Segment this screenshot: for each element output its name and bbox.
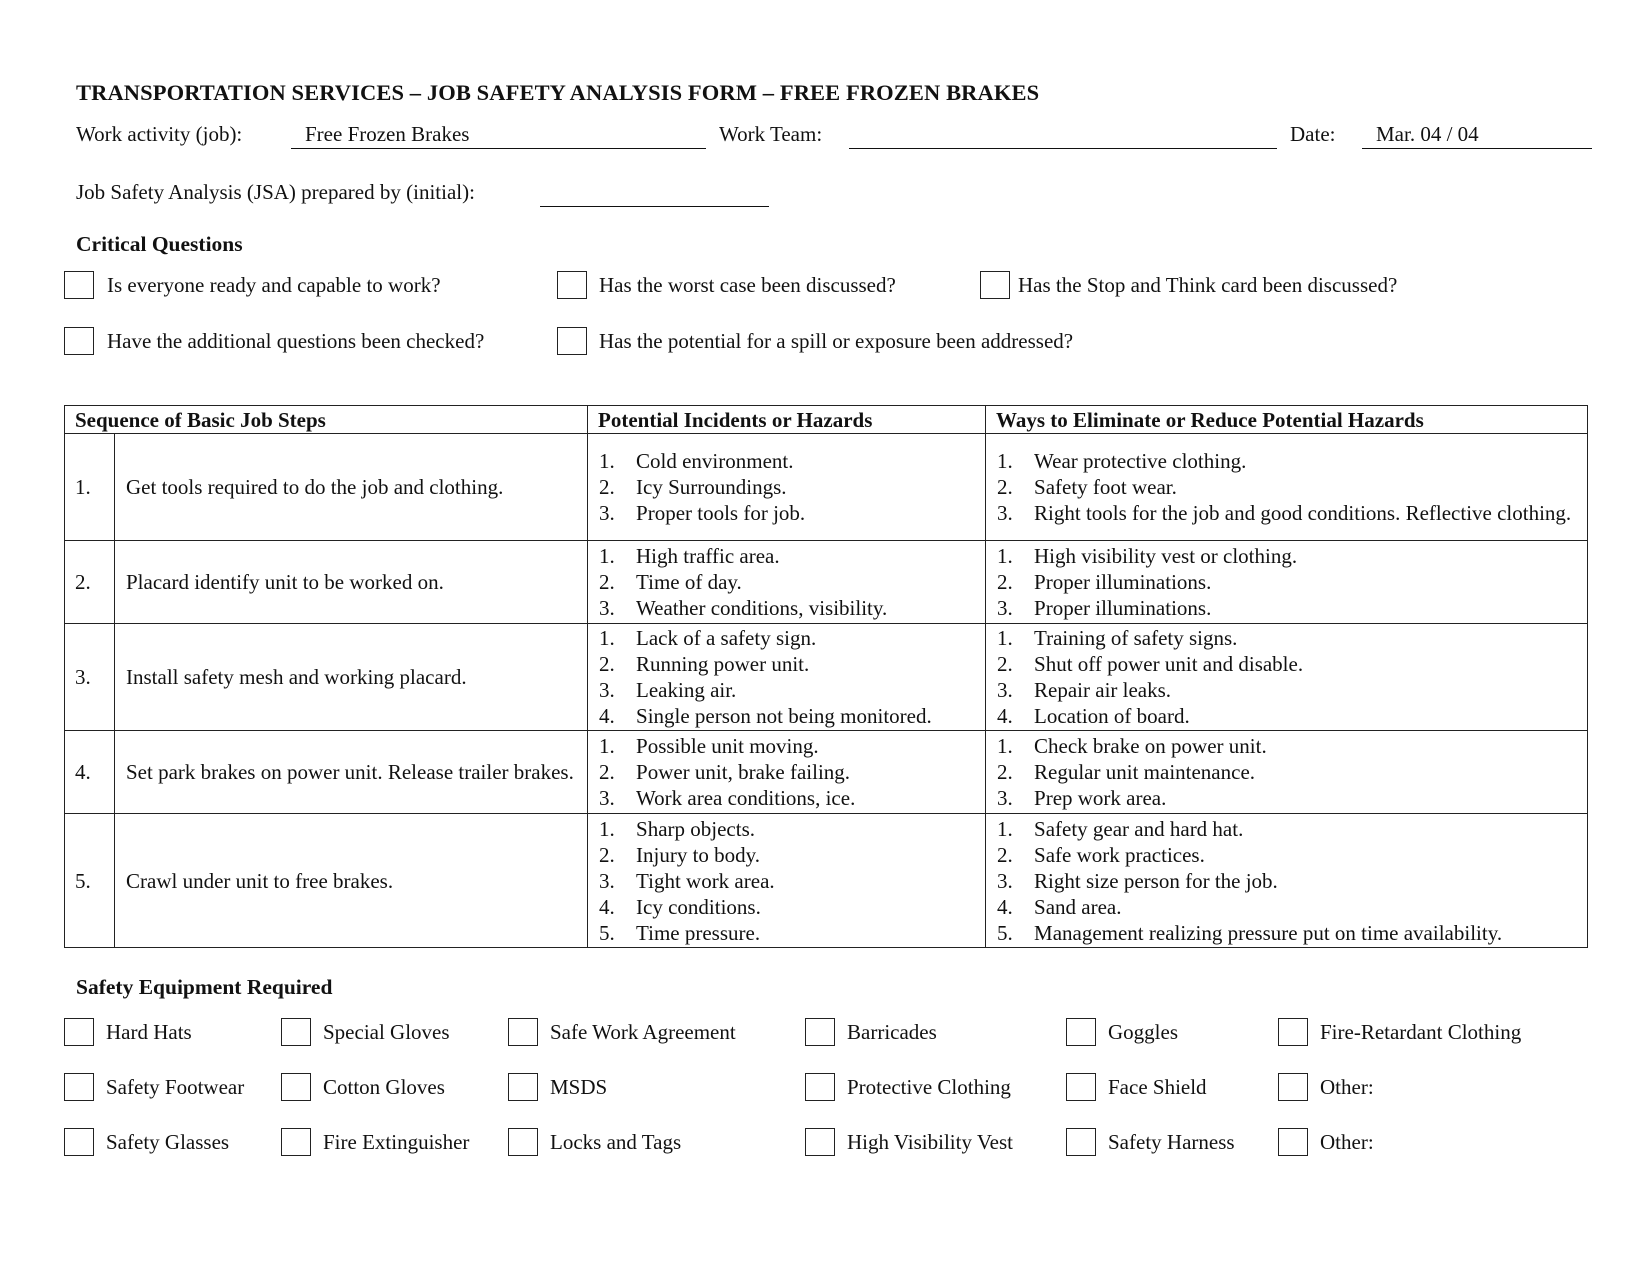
equipment-checkbox[interactable] — [805, 1128, 835, 1156]
date-underline — [1362, 148, 1592, 149]
equipment-label: Safety Harness — [1108, 1130, 1235, 1154]
control-item: 3. Prep work area. — [997, 786, 1167, 810]
critical-questions-heading: Critical Questions — [76, 232, 243, 256]
control-item: 4. Location of board. — [997, 704, 1190, 728]
control-item: 3. Proper illuminations. — [997, 596, 1212, 620]
equipment-label: Other: — [1320, 1130, 1374, 1154]
control-item: 2. Shut off power unit and disable. — [997, 652, 1304, 676]
table-header-row — [65, 406, 1588, 434]
job-step: Install safety mesh and working placard. — [115, 624, 588, 731]
equipment-label: Face Shield — [1108, 1075, 1207, 1099]
equipment-checkbox[interactable] — [64, 1128, 94, 1156]
equipment-label: Goggles — [1108, 1020, 1178, 1044]
step-number: 4. — [65, 731, 115, 814]
equipment-checkbox[interactable] — [281, 1128, 311, 1156]
controls-cell — [986, 541, 1588, 624]
hazard-item: 1. Sharp objects. — [599, 816, 755, 841]
equipment-checkbox[interactable] — [64, 1018, 94, 1046]
control-item: 3. Right size person for the job. — [997, 868, 1278, 893]
controls-cell — [986, 731, 1588, 814]
equipment-checkbox[interactable] — [508, 1018, 538, 1046]
column-header: Ways to Eliminate or Reduce Potential Hazards — [986, 406, 1588, 434]
hazard-item: 2. Icy Surroundings. — [599, 475, 787, 499]
form-title: TRANSPORTATION SERVICES – JOB SAFETY ANALYSIS FORM – FREE FROZEN BRAKES — [76, 80, 1040, 105]
equipment-label: High Visibility Vest — [847, 1130, 1013, 1154]
hazard-item: 1. Lack of a safety sign. — [599, 626, 817, 650]
table-row — [65, 434, 1588, 541]
column-header: Potential Incidents or Hazards — [588, 406, 986, 434]
prepared-by-label: Job Safety Analysis (JSA) prepared by (initial): — [76, 180, 475, 204]
controls-cell — [986, 814, 1588, 948]
critical-question-checkbox[interactable] — [64, 271, 94, 299]
date-label: Date: — [1290, 122, 1336, 146]
critical-question-checkbox[interactable] — [557, 327, 587, 355]
hazard-item: 3. Work area conditions, ice. — [599, 786, 856, 810]
hazard-item: 3. Proper tools for job. — [599, 501, 806, 525]
equipment-label: Safety Glasses — [106, 1130, 230, 1154]
control-item: 1. Training of safety signs. — [997, 626, 1238, 650]
work-team-underline — [849, 148, 1277, 149]
work-activity-label: Work activity (job): — [76, 122, 243, 146]
hazards-cell — [588, 731, 986, 814]
equipment-checkbox[interactable] — [1278, 1128, 1308, 1156]
table-row — [65, 541, 1588, 624]
controls-cell — [986, 434, 1588, 541]
equipment-label: Locks and Tags — [550, 1130, 682, 1154]
equipment-checkbox[interactable] — [281, 1073, 311, 1101]
critical-question-checkbox[interactable] — [64, 327, 94, 355]
job-step: Set park brakes on power unit. Release trailer brakes. — [115, 731, 588, 814]
critical-question-label: Has the worst case been discussed? — [599, 273, 896, 297]
equipment-label: Cotton Gloves — [323, 1075, 445, 1099]
equipment-label: Barricades — [847, 1020, 937, 1044]
control-item: 2. Safe work practices. — [997, 842, 1205, 867]
equipment-label: Special Gloves — [323, 1020, 450, 1044]
equipment-checkbox[interactable] — [508, 1073, 538, 1101]
job-step: Placard identify unit to be worked on. — [115, 541, 588, 624]
table-row — [65, 814, 1588, 948]
step-number: 3. — [65, 624, 115, 731]
control-item: 3. Repair air leaks. — [997, 678, 1172, 702]
controls-cell — [986, 624, 1588, 731]
date-field[interactable]: Mar. 04 / 04 — [1376, 122, 1479, 146]
step-number: 1. — [65, 434, 115, 541]
equipment-checkbox[interactable] — [1066, 1128, 1096, 1156]
step-number: 5. — [65, 814, 115, 948]
table-row — [65, 731, 1588, 814]
hazard-item: 3. Tight work area. — [599, 868, 775, 893]
equipment-checkbox[interactable] — [281, 1018, 311, 1046]
control-item: 3. Right tools for the job and good conditions. Reflective clothing. — [997, 501, 1572, 525]
equipment-label: Safety Footwear — [106, 1075, 245, 1099]
hazard-item: 2. Running power unit. — [599, 652, 810, 676]
hazard-item: 2. Injury to body. — [599, 842, 761, 867]
hazard-item: 2. Time of day. — [599, 570, 742, 594]
hazard-item: 1. Cold environment. — [599, 449, 794, 473]
equipment-checkbox[interactable] — [805, 1018, 835, 1046]
safety-equipment-heading: Safety Equipment Required — [76, 975, 333, 999]
equipment-checkbox[interactable] — [1066, 1018, 1096, 1046]
control-item: 1. High visibility vest or clothing. — [997, 544, 1298, 568]
hazards-cell — [588, 624, 986, 731]
hazard-item: 5. Time pressure. — [599, 920, 761, 945]
work-team-label: Work Team: — [719, 122, 823, 146]
equipment-label: MSDS — [550, 1075, 608, 1099]
equipment-checkbox[interactable] — [508, 1128, 538, 1156]
hazard-item: 4. Icy conditions. — [599, 894, 761, 919]
equipment-checkbox[interactable] — [805, 1073, 835, 1101]
equipment-label: Fire-Retardant Clothing — [1320, 1020, 1522, 1044]
critical-question-label: Has the potential for a spill or exposure been addressed? — [599, 329, 1074, 353]
control-item: 5. Management realizing pressure put on time availability. — [997, 920, 1503, 945]
prepared-by-underline — [540, 206, 769, 207]
critical-question-checkbox[interactable] — [557, 271, 587, 299]
hazard-item: 3. Leaking air. — [599, 678, 737, 702]
work-activity-underline — [291, 148, 706, 149]
critical-question-label: Has the Stop and Think card been discussed? — [1018, 273, 1398, 297]
equipment-label: Safe Work Agreement — [550, 1020, 736, 1044]
job-step: Crawl under unit to free brakes. — [115, 814, 588, 948]
column-header: Sequence of Basic Job Steps — [65, 406, 588, 434]
critical-question-checkbox[interactable] — [980, 271, 1010, 299]
table-row — [65, 624, 1588, 731]
hazards-cell — [588, 434, 986, 541]
hazard-item: 2. Power unit, brake failing. — [599, 760, 851, 784]
hazards-cell — [588, 541, 986, 624]
control-item: 2. Proper illuminations. — [997, 570, 1212, 594]
equipment-label: Other: — [1320, 1075, 1374, 1099]
step-number: 2. — [65, 541, 115, 624]
equipment-label: Hard Hats — [106, 1020, 192, 1044]
equipment-checkbox[interactable] — [64, 1073, 94, 1101]
job-step: Get tools required to do the job and clothing. — [115, 434, 588, 541]
work-activity-field[interactable]: Free Frozen Brakes — [305, 122, 470, 146]
equipment-checkbox[interactable] — [1278, 1018, 1308, 1046]
equipment-checkbox[interactable] — [1066, 1073, 1096, 1101]
equipment-label: Fire Extinguisher — [323, 1130, 470, 1154]
critical-question-label: Have the additional questions been checked? — [107, 329, 485, 353]
control-item: 4. Sand area. — [997, 894, 1122, 919]
hazard-item: 4. Single person not being monitored. — [599, 704, 932, 728]
hazards-cell — [588, 814, 986, 948]
hazard-item: 1. Possible unit moving. — [599, 734, 819, 758]
hazard-item: 1. High traffic area. — [599, 544, 780, 568]
critical-question-label: Is everyone ready and capable to work? — [107, 273, 441, 297]
control-item: 2. Safety foot wear. — [997, 475, 1177, 499]
control-item: 1. Wear protective clothing. — [997, 449, 1247, 473]
control-item: 1. Check brake on power unit. — [997, 734, 1267, 758]
control-item: 2. Regular unit maintenance. — [997, 760, 1256, 784]
equipment-label: Protective Clothing — [847, 1075, 1011, 1099]
job-steps-table — [64, 405, 1588, 948]
equipment-checkbox[interactable] — [1278, 1073, 1308, 1101]
hazard-item: 3. Weather conditions, visibility. — [599, 596, 888, 620]
control-item: 1. Safety gear and hard hat. — [997, 816, 1244, 841]
